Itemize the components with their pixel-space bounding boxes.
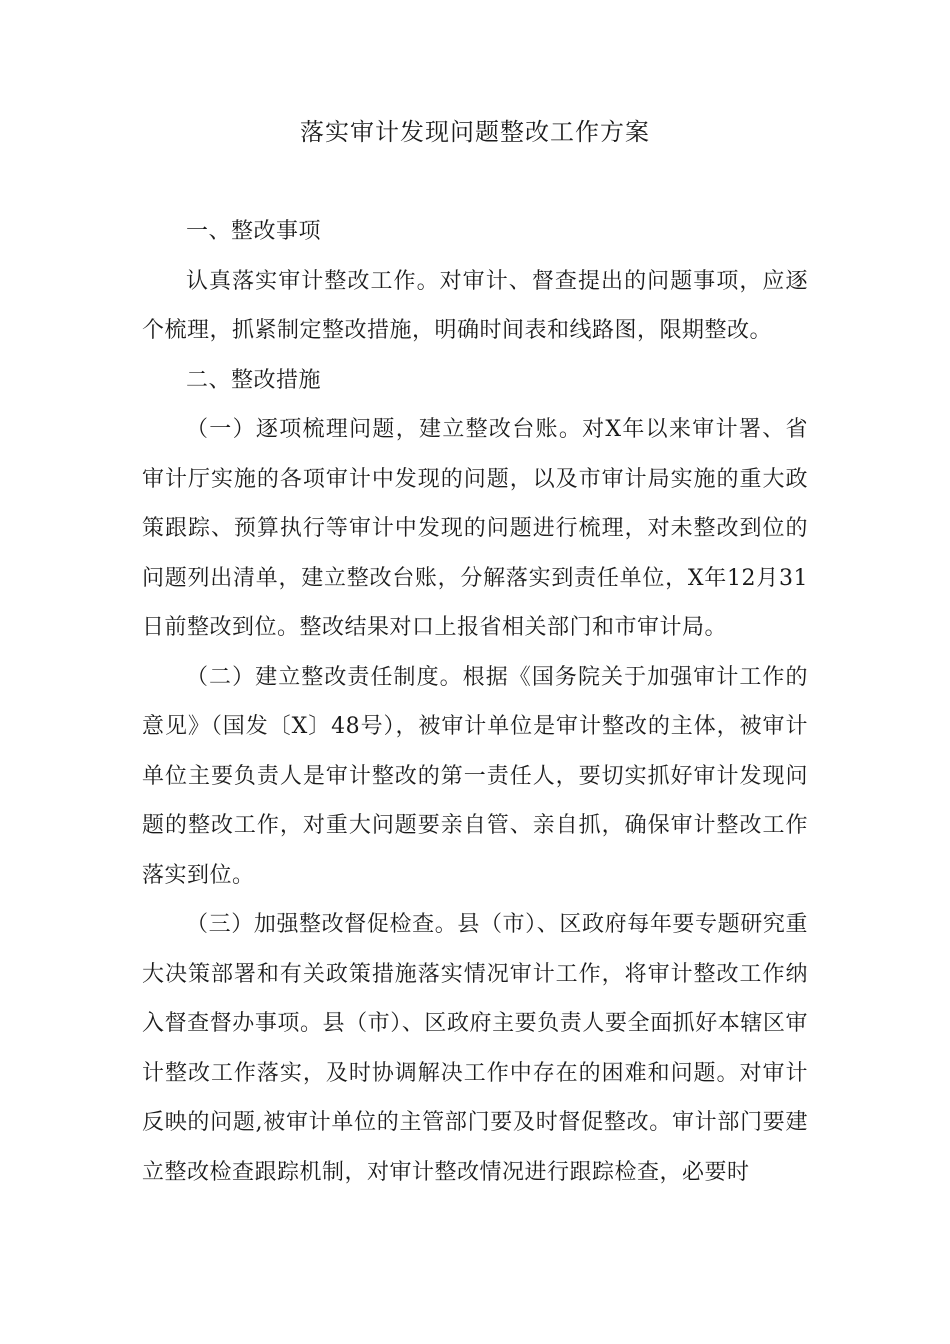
paragraph-measure-1: （一）逐项梳理问题，建立整改台账。对X年以来审计署、省审计厅实施的各项审计中发现的问题，以及市审计局实施的重大政策跟踪、预算执行等审计中发现的问题进行梳理，对未整改到位的问题列出清单，建立整改台账，分解落实到责任单位，X年12月31日前整改到位。整改结果对口上报省相关部门和市审计局。 [142,417,808,640]
paragraph-rectification-items: 认真落实审计整改工作。对审计、督查提出的问题事项，应逐个梳理，抓紧制定整改措施，明确时间表和线路图，限期整改。 [142,268,808,343]
document-title: 落实审计发现问题整改工作方案 [300,118,650,146]
paragraph-measure-3: （三）加强整改督促检查。县（市）、区政府每年要专题研究重大决策部署和有关政策措施落实情况审计工作，将审计整改工作纳入督查督办事项。县（市）、区政府主要负责人要全面抓好本辖区审计整改工作落实，及时协调解决工作中存在的困难和问题。对审计反映的问题,被审计单位的主管部门要及时督促整改。审计部门要建立整改检查跟踪机制，对审计整改情况进行跟踪检查，必要时 [142,912,808,1185]
section-heading-2: 二、整改措施 [186,367,322,393]
paragraph-measure-2: （二）建立整改责任制度。根据《国务院关于加强审计工作的意见》（国发〔X〕48号），被审计单位是审计整改的主体，被审计单位主要负责人是审计整改的第一责任人，要切实抓好审计发现问题的整改工作，对重大问题要亲自管、亲自抓，确保审计整改工作落实到位。 [142,664,808,888]
document-body [142,207,808,1197]
section-heading-1: 一、整改事项 [186,219,322,244]
